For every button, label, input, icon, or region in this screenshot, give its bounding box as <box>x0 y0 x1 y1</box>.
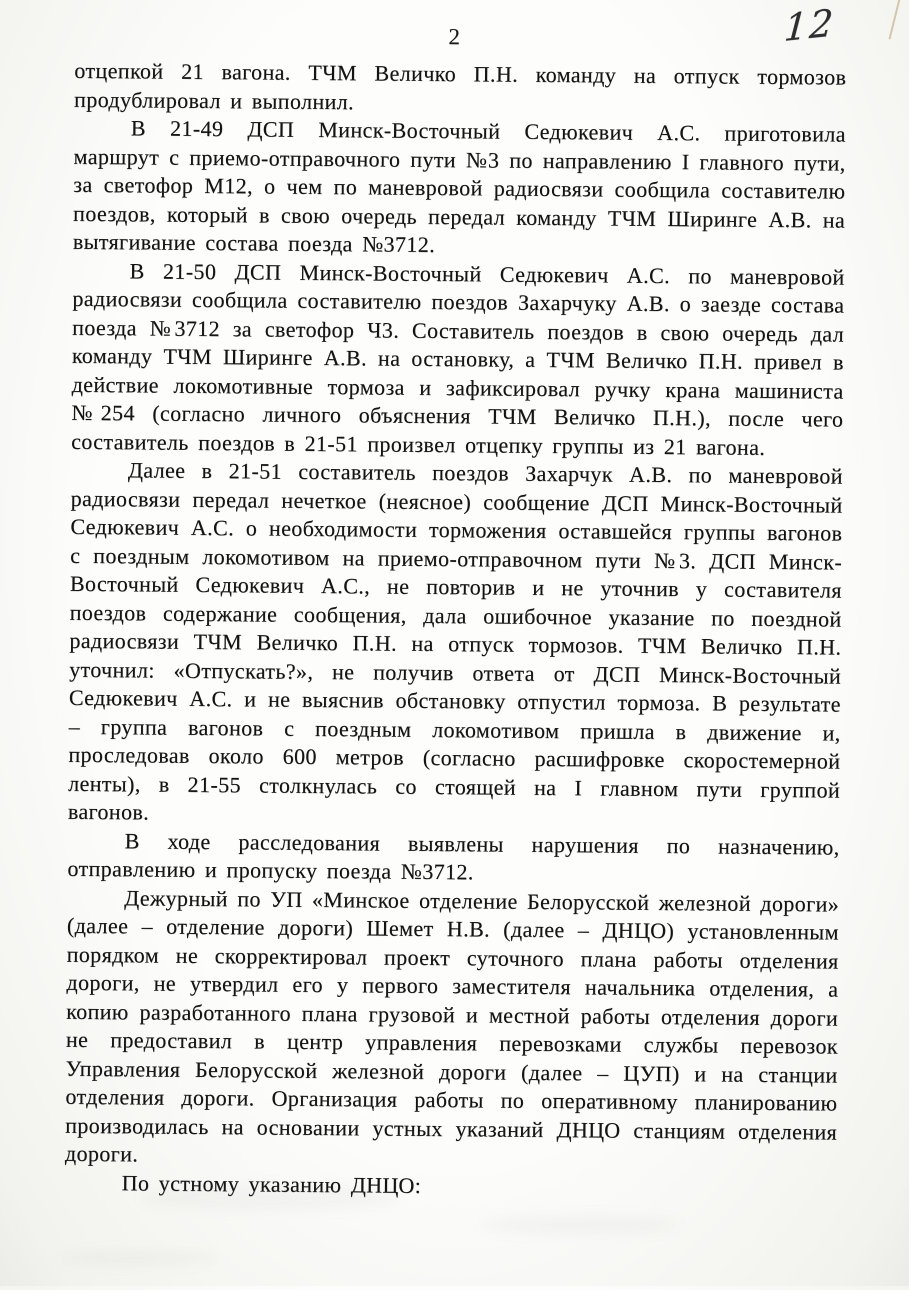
paragraph: Дежурный по УП «Минское отделение Белорусской железной дороги» (далее – отделение дороги) Шемет Н.В. (далее – ДНЦО) установленным порядком не скорректировал проект суточного плана работы отделения дороги, не утвердил его у первого заместителя начальника отделения, а копию разработанного плана грузовой и местной работы отделения дороги не предоставил в центр управления перевозками службы перевозок Управления Белорусской железной дороги (далее – ЦУП) и на станции отделения дороги. Организация работы по оперативному планированию производилась на основании устных указаний ДНЦО станциям отделения дороги. <box>64 884 840 1167</box>
document-body <box>65 57 847 1204</box>
scan-smudge <box>60 1250 220 1266</box>
handwritten-page-mark: 12 <box>782 1 837 50</box>
page-number: 2 <box>448 24 461 50</box>
paragraph: В 21-50 ДСП Минск-Восточный Седюкевич А.С. по маневровой радиосвязи сообщила составителю поездов Захарчуку А.В. о заезде состава поезда №3712 за светофор Ч3. Составитель поездов в свою очередь дал команду ТЧМ Ширинге А.В. на остановку, а ТЧМ Величко П.Н. привел в действие локомотивные тормоза и зафиксировал ручку крана машиниста №254 (согласно личного объяснения ТЧМ Величко П.Н.), после чего составитель поездов в 21-51 произвел отцепку группы из 21 вагона. <box>71 257 845 460</box>
paragraph: По устному указанию ДНЦО: <box>121 1169 422 1198</box>
scan-smudge <box>140 1185 400 1211</box>
paragraph: В 21-49 ДСП Минск-Восточный Седюкевич А.С. приготовила маршрут с приемо-отправочного пути №3 по направлению I главного пути, за светофор М12, о чем по маневровой радиосвязи сообщила составителю поездов, который в свою очередь передал команду ТЧМ Ширинге А.В. на вытягивание состава поезда №3712. <box>72 115 846 257</box>
paragraph: В ходе расследования выявлены нарушения по назначению, отправлению и пропуску поезда №3712. <box>67 827 840 885</box>
scan-smudge <box>480 1215 680 1235</box>
paragraph-continuation: отцепкой 21 вагона. ТЧМ Величко П.Н. команду на отпуск тормозов продублировал и выполнил. <box>74 57 847 114</box>
paragraph: Далее в 21-51 составитель поездов Захарчук А.В. по маневровой радиосвязи передал нечеткое (неясное) сообщение ДСП Минск-Восточный Седюкевич А.С. о необходимости торможения оставшейся группы вагонов с поездным локомотивом на приемо-отправочном пути №3. ДСП Минск-Восточный Седюкевич А.С., не повторив и не уточнив у составителя поездов содержание сообщения, дала ошибочное указание по поездной радиосвязи ТЧМ Величко П.Н. на отпуск тормозов. ТЧМ Величко П.Н. уточнил: «Отпускать?», не получив ответа от ДСП Минск-Восточный Седюкевич А.С. и не выяснив обстановку отпустил тормоза. В результате – группа вагонов с поездным локомотивом пришла в движение и, проследовав около 600 метров (согласно расшифровке скоростемерной ленты), в 21-55 столкнулась со стоящей на I главном пути группой вагонов. <box>67 457 843 825</box>
